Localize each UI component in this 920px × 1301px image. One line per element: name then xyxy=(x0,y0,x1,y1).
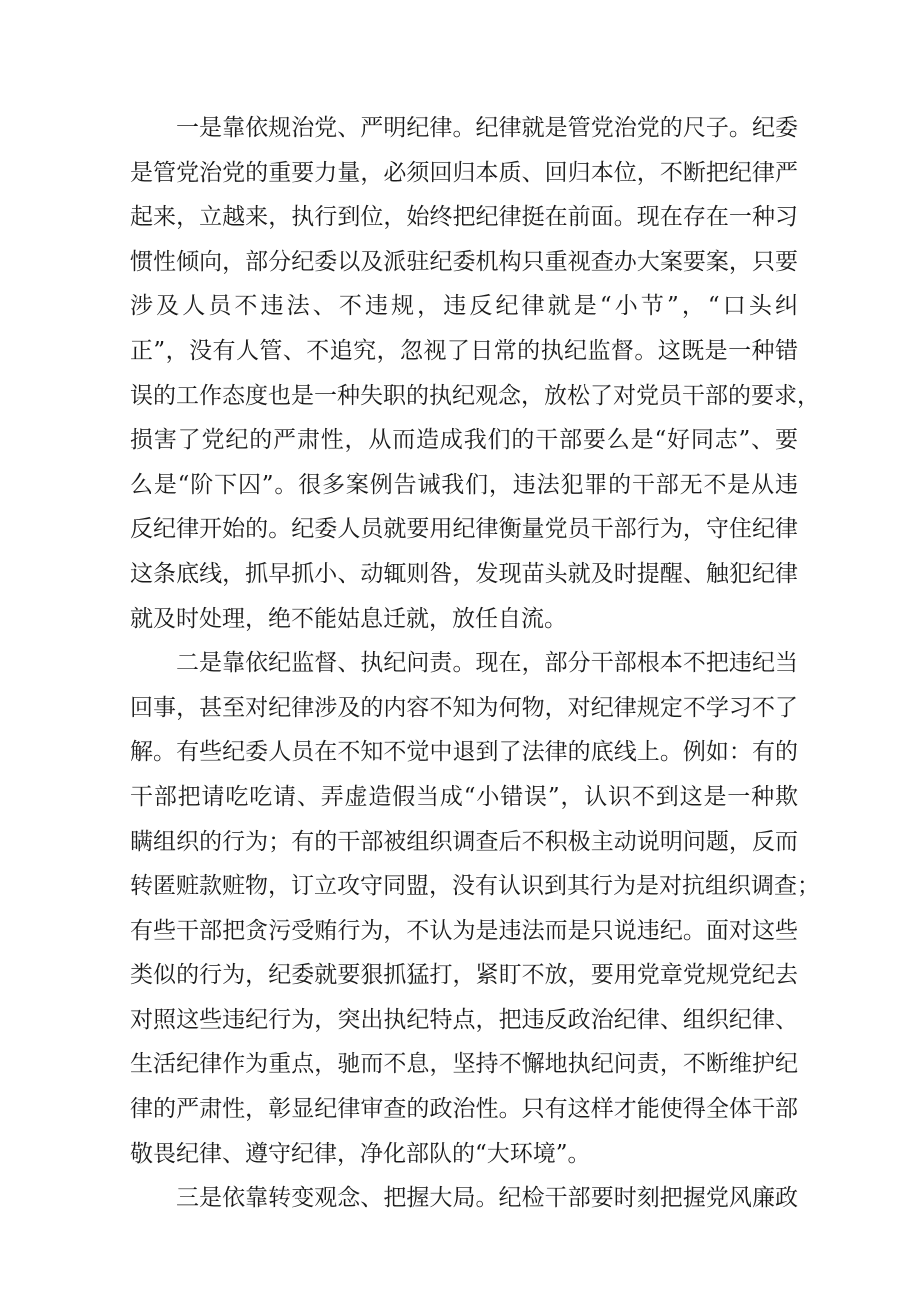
text-line: 生活纪律作为重点，驰而不息，坚持不懈地执纪问责，不断维护纪 xyxy=(130,1051,798,1078)
document-body xyxy=(130,106,820,1221)
paragraph-2 xyxy=(130,641,820,1176)
text-line: 反纪律开始的。纪委人员就要用纪律衡量党员干部行为，守住纪律 xyxy=(130,516,798,543)
text-line: 干部把请吃吃请、弄虚造假当成“小错误”，认识不到这是一种欺 xyxy=(130,783,798,810)
text-line: 这条底线，抓早抓小、动辄则咎，发现苗头就及时提醒、触犯纪律 xyxy=(130,560,798,587)
text-line: 损害了党纪的严肃性，从而造成我们的干部要么是“好同志”、要 xyxy=(130,427,798,454)
text-line: 转匿赃款赃物，订立攻守同盟，没有认识到其行为是对抗组织调查； xyxy=(130,873,820,900)
text-line: 解。有些纪委人员在不知不觉中退到了法律的底线上。例如：有的 xyxy=(130,739,798,766)
text-line: 有些干部把贪污受贿行为，不认为是违法而是只说违纪。面对这些 xyxy=(130,917,798,944)
text-line: 敬畏纪律、遵守纪律，净化部队的“大环境”。 xyxy=(130,1140,591,1167)
text-line: 么是“阶下囚”。很多案例告诫我们，违法犯罪的干部无不是从违 xyxy=(130,471,798,498)
text-line: 瞒组织的行为；有的干部被组织调查后不积极主动说明问题，反而 xyxy=(130,828,798,855)
text-line: 对照这些违纪行为，突出执纪特点，把违反政治纪律、组织纪律、 xyxy=(130,1006,798,1033)
text-line: 三是依靠转变观念、把握大局。纪检干部要时刻把握党风廉政 xyxy=(176,1185,798,1212)
text-line: 律的严肃性，彰显纪律审查的政治性。只有这样才能使得全体干部 xyxy=(130,1096,798,1123)
text-line: 是管党治党的重要力量，必须回归本质、回归本位，不断把纪律严 xyxy=(130,159,798,186)
text-line: 类似的行为，纪委就要狠抓猛打，紧盯不放，要用党章党规党纪去 xyxy=(130,962,798,989)
text-line: 起来，立越来，执行到位，始终把纪律挺在前面。现在存在一种习 xyxy=(130,204,798,231)
text-line: 就及时处理，绝不能姑息迁就，放任自流。 xyxy=(130,605,567,632)
text-line: 二是靠依纪监督、执纪问责。现在，部分干部根本不把违纪当 xyxy=(176,650,798,677)
text-line: 正”，没有人管、不追究，忽视了日常的执纪监督。这既是一种错 xyxy=(130,337,798,364)
paragraph-1 xyxy=(130,106,820,641)
paragraph-3 xyxy=(130,1176,798,1221)
text-line: 误的工作态度也是一种失职的执纪观念，放松了对党员干部的要求， xyxy=(130,382,820,409)
text-line: 涉及人员不违法、不违规，违反纪律就是“小节”，“口头纠 xyxy=(130,293,798,320)
text-line: 回事，甚至对纪律涉及的内容不知为何物，对纪律规定不学习不了 xyxy=(130,694,798,721)
text-line: 一是靠依规治党、严明纪律。纪律就是管党治党的尺子。纪委 xyxy=(176,115,798,141)
text-line: 惯性倾向，部分纪委以及派驻纪委机构只重视查办大案要案，只要 xyxy=(130,248,798,275)
